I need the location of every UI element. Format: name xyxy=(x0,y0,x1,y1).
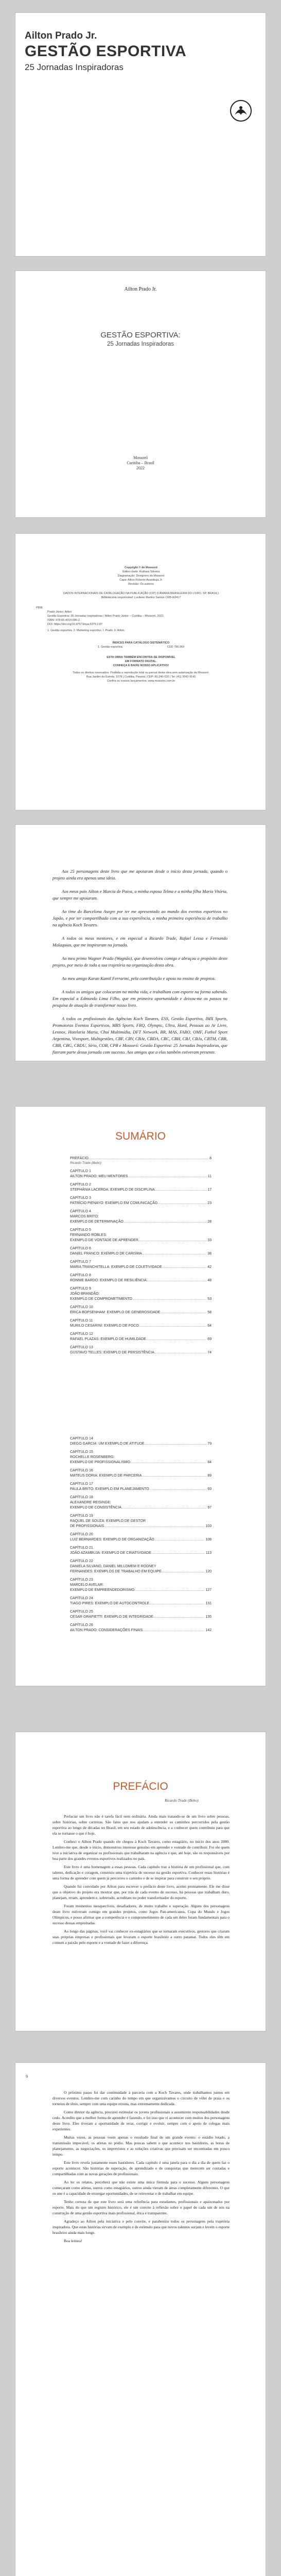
cip-line: DOI: https://doi.org/10.47573/aya.5379.2.87 xyxy=(47,623,103,626)
toc-entry-label: JOÃO BRANDÃO: xyxy=(70,1292,100,1296)
toc-entry[interactable] xyxy=(70,1569,212,1574)
toc-entry-label: EXEMPLO DE PROFISSIONALISMO xyxy=(70,1461,131,1464)
toc-entry[interactable] xyxy=(70,1623,212,1628)
dedication-paragraph: A todos os amigos que colocaram na minha vida, e trabalham com esporte na forma sabendo. Em especial a Edmundo Lima Filho, que em primeira oportunidade e deixou-me os passos na pesquisa de atuação de transformar nosso livro. xyxy=(52,989,227,1008)
toc-leader-dots xyxy=(134,1588,204,1592)
page-number: 9 xyxy=(26,2074,28,2079)
continuation-paragraph: Boa leitura! xyxy=(64,2239,82,2243)
toc-entry-label: RAQUEL DE SOUZA: EXEMPLO DE GESTOR xyxy=(70,1519,146,1523)
toc-leader-dots xyxy=(157,1201,206,1206)
toc-entry-page: 93 xyxy=(207,1487,212,1491)
toc-entry-label: CAPÍTULO 11 xyxy=(70,1319,93,1323)
toc-leader-dots xyxy=(154,1537,205,1542)
toc-entry-label: CAPÍTULO 12 xyxy=(70,1332,93,1336)
toc-entry[interactable] xyxy=(70,1345,212,1350)
cip-line: 1. Gestão esportiva. 2. Marketing esportivo. I. Prado Jr. Ailton. xyxy=(47,629,126,632)
toc-title: SUMÁRIO xyxy=(115,1130,166,1142)
toc-entry-page: 69 xyxy=(207,1337,212,1341)
toc-entry[interactable] xyxy=(70,1546,212,1550)
index-title: ÍNDICES PARA CATÁLOGO SISTEMÁTICO xyxy=(112,641,170,645)
toc-entry-label: DIEGO GARCIA: UM EXEMPLO DE ATITUDE xyxy=(70,1442,145,1446)
toc-entry-label: CAPÍTULO 20 xyxy=(70,1533,93,1536)
toc-entry[interactable] xyxy=(70,1228,212,1232)
copyright-page xyxy=(15,533,266,810)
toc-entry[interactable] xyxy=(70,1601,212,1606)
toc-leader-dots xyxy=(142,1473,206,1478)
toc-entry[interactable] xyxy=(70,1524,212,1529)
dedication-paragraph: Ao meu amigo Karan Kamil Ferrarini, pela contribuição e apoio no ensino de projetos. xyxy=(62,976,216,981)
preface-paragraph: Foram momentos inesquecíveis, desafiadores, de muito trabalho e superação. Alguns dos personagens deste livro estiveram comigo em grandes projetos, como Jogos Pan-americanos, Copa do Mundo e Jogos Olímpicos, e posso afirmar que a competência e o comprometimento de cada um deles foram fundamentais para o sucesso dessas empreitadas. xyxy=(52,1904,230,1925)
toc-entry[interactable] xyxy=(70,1578,212,1582)
toc-entry-label: CAPÍTULO 4 xyxy=(70,1210,91,1213)
toc-entry-page: 58 xyxy=(207,1311,212,1314)
toc-entry-page: 79 xyxy=(207,1442,212,1446)
half-title-page xyxy=(15,270,266,518)
dedication-paragraph: A todos os meus mentores, e em especial a Ricardo Trade, Rafael Lessa e Fernando Malaquias, que me inspiraram na jornada. xyxy=(52,936,227,947)
toc-entry-label: CAPÍTULO 21 xyxy=(70,1546,93,1550)
continuation-paragraph: Agradeço ao Ailton pela iniciativa e pelo convite, e parabenizo todos os personagens pela trajetória inspiradora. Que estas histórias sirvam de exemplo e de estímulo para que novos talentos surjam e levem o esporte brasileiro ainda mais longe. xyxy=(52,2219,230,2235)
toc-entry[interactable] xyxy=(70,1169,212,1174)
toc-entry[interactable] xyxy=(70,1450,212,1454)
toc-entry-label: PAULA BRITO: EXEMPLO EM PLANEJAMENTO xyxy=(70,1487,149,1491)
dedication-paragraph: A todos os profissionais das Agências Koch Tavares, ESS, Gestão Esportiva, IMX Sports, Promotoras Eventos Esportivos, MRS Sports, FRQ, Olympic, Ultra, Hard, Pessoas ao Ar Livre, Lennox, Hotelaria Maria, Chuí Multimídia, DFT Network, BR, MAS, FARO, OMF, Futbol Sport Argentina, Vivesport, Multigestões, CBF, CBV, CBAt, CBDA, CBC, CBH, CBJ, CBJu, CBTM, CBR, CBB, CBG, CBDU, Sírio, COB, CPB e Mossoró: Gestão Esportiva: 25 Jornadas Inspiradoras, que fizeram parte dessa jornada com sucesso. Aos amigos que a elas também estiveram presente. xyxy=(52,1016,227,1055)
cip-header xyxy=(36,591,246,600)
toc-entry-label: EXEMPLO DE EMPREENDEDORISMO xyxy=(70,1588,135,1592)
toc-entry-page: 23 xyxy=(207,1201,212,1205)
toc-leader-dots xyxy=(154,1350,206,1355)
toc-leader-dots xyxy=(155,1188,207,1192)
toc-entry-label: CAPÍTULO 24 xyxy=(70,1597,93,1600)
toc-entry-label: CAPÍTULO 14 xyxy=(70,1437,93,1440)
cover-title: GESTÃO ESPORTIVA xyxy=(25,43,187,60)
toc-entry-label: STEPHÂNIA LACERDA: EXEMPLO DE DISCIPLINA xyxy=(70,1188,155,1192)
toc-entry[interactable] xyxy=(70,1609,212,1614)
toc-entry-label: CAPÍTULO 10 xyxy=(70,1306,93,1309)
toc-entry[interactable] xyxy=(70,1350,212,1355)
digital-notice xyxy=(36,655,246,668)
toc-entry[interactable] xyxy=(70,1628,212,1633)
toc-entry[interactable] xyxy=(70,1265,212,1269)
digital-line: ESTA OBRA TAMBÉM ENCONTRA-SE DISPONÍVEL xyxy=(107,656,175,659)
toc-entry[interactable] xyxy=(70,1273,212,1278)
toc-entry[interactable] xyxy=(70,1564,212,1569)
toc-entry-label: CAPÍTULO 5 xyxy=(70,1228,91,1232)
toc-list-part1 xyxy=(70,1156,212,1359)
toc-leader-dots xyxy=(145,1442,207,1446)
toc-entry-label: TIAGO PIRES: EXEMPLO DE AUTOCONTROLE xyxy=(70,1602,149,1605)
toc-entry-label: MARIA TRANCHITELLA: EXEMPLO DE COLETIVIDADE xyxy=(70,1265,162,1269)
toc-entry-page: 42 xyxy=(207,1265,212,1269)
toc-entry[interactable] xyxy=(70,1297,212,1301)
cover-page xyxy=(15,12,266,257)
toc-entry[interactable] xyxy=(70,1436,212,1441)
publication-year: 2022 xyxy=(136,466,145,470)
toc-entry[interactable] xyxy=(70,1214,212,1219)
index-line: 1. Gestão esportiva. xyxy=(98,646,124,649)
toc-entry-page: 135 xyxy=(205,1615,212,1619)
toc-entry-label: CAPÍTULO 25 xyxy=(70,1610,93,1614)
toc-entry-label: AILTON PRADO: MEU MENTORES xyxy=(70,1175,128,1178)
toc-entry[interactable] xyxy=(70,1487,212,1492)
continuation-paragraph: Este livro revela justamente esses bastidores. Cada capítulo é uma janela para o dia a dia de quem faz o esporte acontecer. São histórias de superação, de aprendizado e de conquistas que merecem ser contadas e compartilhadas com as novas gerações de profissionais. xyxy=(52,2160,230,2176)
toc-leader-dots xyxy=(142,1251,206,1256)
cip-line: ISBN: 978-65-4014-086-2 xyxy=(47,619,80,622)
toc-entry[interactable] xyxy=(70,1209,212,1214)
toc-entry[interactable] xyxy=(70,1482,212,1486)
preface-page xyxy=(15,1732,266,2031)
publisher-block xyxy=(15,455,266,471)
toc-leader-dots xyxy=(160,1310,206,1315)
continuation-paragraph: Tenho certeza de que este livro será uma referência para estudantes, profissionais e apaixonados por esporte. Mais do que um registro histórico, ele é um convite à reflexão sobre o papel de cada um de nós na construção de uma gestão esportiva mais profissional, ética e transparente. xyxy=(52,2199,230,2215)
toc-entry-page: 8 xyxy=(209,1157,212,1160)
dedication-paragraph: Aos 25 personagens deste livro que me apoiaram desde o início desta jornada, quando o projeto ainda era apenas uma ideia. xyxy=(52,869,227,880)
toc-entry[interactable] xyxy=(70,1324,212,1328)
continuation-paragraph: O próximo passo foi dar continuidade à parceria com a Koch Tavares, onde trabalhamos juntos em diversos eventos. Lembro-me com carinho do tempo em que organizávamos o circuito de vôlei de praia e os torneios de tênis, sempre com uma equipe enxuta, mas extremamente dedicada. xyxy=(52,2090,230,2106)
toc-leader-dots xyxy=(132,1297,206,1301)
toc-entry-label: MARCOS BRITO: xyxy=(70,1215,99,1218)
cip-title: DADOS INTERNACIONAIS DE CATALOGAÇÃO NA PUBLICAÇÃO (CIP) (CÂMARA BRASILEIRA DO LIVRO, SP, BRASIL) xyxy=(63,592,219,595)
address-line: Rua Jardim da Estrela, 1078 | Curitiba, Paraná | CEP: 80.240-020 | Tel: (41) 3042-9141 xyxy=(86,675,196,679)
toc-entry[interactable] xyxy=(70,1337,212,1342)
cip-record xyxy=(36,606,252,633)
toc-leader-dots xyxy=(128,1174,206,1179)
toc-entry-page: 120 xyxy=(205,1570,212,1573)
toc-entry[interactable] xyxy=(70,1246,212,1251)
toc-entry-page: 11 xyxy=(207,1175,212,1178)
toc-leader-dots xyxy=(162,1569,205,1574)
toc-entry-page: 103 xyxy=(205,1524,212,1528)
digital-line: EM FORMATO DIGITAL. xyxy=(125,660,157,663)
toc-leader-dots xyxy=(153,1615,205,1619)
copyright-line: Copyright © de Mossoró xyxy=(125,566,157,569)
toc-entry-label: CAPÍTULO 19 xyxy=(70,1514,93,1518)
toc-entry[interactable] xyxy=(70,1318,212,1323)
dedication-page xyxy=(15,824,266,1061)
toc-leader-dots xyxy=(121,1505,206,1510)
cip-note: Bibliotecária responsável: Lucilene Martins Santos CRB-9/2417 xyxy=(101,596,181,599)
preface-paragraph: Quando fui convidado por Ailton para escrever o prefácio deste livro, aceitei prontamente. Ele me disse que o objetivo do projeto era mostrar que, por trás de cada evento de sucesso, há pessoas que trabalham duro, planejam, erram, aprendem e, sobretudo, acreditam no poder transformador do esporte. xyxy=(52,1884,230,1900)
index-code: CDD 796.069 xyxy=(167,646,184,649)
toc-entry[interactable] xyxy=(70,1505,212,1510)
credit-line: Revisão: Os autores xyxy=(128,583,154,586)
preface-continuation-page xyxy=(15,2062,266,2576)
half-title-title: GESTÃO ESPORTIVA: xyxy=(100,331,181,340)
cover-author: Ailton Prado Jr. xyxy=(25,30,97,41)
toc-entry-page: 53 xyxy=(207,1297,212,1301)
toc-entry-label: CAPÍTULO 8 xyxy=(70,1274,91,1277)
toc-entry[interactable] xyxy=(70,1596,212,1601)
toc-entry-page: 142 xyxy=(205,1629,212,1632)
toc-leader-dots xyxy=(143,1628,204,1633)
toc-entry[interactable] xyxy=(70,1615,212,1619)
preface-body xyxy=(52,1814,230,1948)
toc-entry-page: 84 xyxy=(207,1461,212,1464)
catalog-index xyxy=(36,641,246,649)
toc-entry-page: 64 xyxy=(207,1324,212,1328)
toc-entry[interactable] xyxy=(70,1473,212,1478)
toc-list-part2 xyxy=(70,1436,212,1636)
toc-entry-label: RAFAEL PLAZAS: EXEMPLO DE HUMILDADE xyxy=(70,1337,146,1341)
toc-entry[interactable] xyxy=(70,1495,212,1500)
toc-entry-page: 127 xyxy=(205,1588,212,1592)
preface-paragraph: Ao longo das páginas, você vai conhecer ex-estagiários que se tornaram executivos, gestores que criaram suas próprias empresas e profissionais que levaram o esporte brasileiro a outro patamar. Todos eles têm em comum a paixão pelo esporte e a vontade de fazer a diferença. xyxy=(52,1929,230,1945)
table-of-contents-page xyxy=(15,1106,266,1686)
toc-entry-page: 113 xyxy=(205,1551,212,1555)
toc-entry-label: CAPÍTULO 1 xyxy=(70,1170,91,1173)
toc-entry-label: CAPÍTULO 23 xyxy=(70,1578,93,1582)
toc-entry[interactable] xyxy=(70,1233,212,1238)
preface-paragraph: Este livro é uma homenagem a essas pessoas. Cada capítulo traz a história de um profissional que, com talento, dedicação e coragem, construiu uma trajetória de sucesso na gestão esportiva. Conhecer essas histórias é uma forma de aprender com quem já percorreu o caminho e de se inspirar para construir o seu próprio. xyxy=(52,1865,230,1880)
toc-entry-label: EXEMPLO DE VONTADE DE APRENDER xyxy=(70,1239,138,1242)
toc-entry-label: CAPÍTULO 26 xyxy=(70,1623,93,1627)
dedication-paragraph: Ao meu primo Wagner Prado (Wagnão), que desenvolveu comigo e abraçou o propósito deste projeto, por meio de toda a sua trajetória na organização desta obra. xyxy=(52,956,227,968)
toc-entry-label: CAPÍTULO 7 xyxy=(70,1260,91,1264)
publisher-logo-icon xyxy=(230,99,252,122)
credit-line: Capa: Ailton Roberto Azambuja Jr. xyxy=(119,579,163,582)
contact-line: Confira os nossos lançamentos: www.mossoro.com.br xyxy=(107,680,175,683)
toc-entry-page: 28 xyxy=(207,1220,212,1224)
toc-entry[interactable] xyxy=(70,1583,212,1587)
toc-entry-label: CAPÍTULO 18 xyxy=(70,1496,93,1499)
dedication-paragraph: Ao time do Barcelona Asegre por ter me apresentado ao mundo dos eventos esportivos no Japão, e por ter compartilhado com a sua experiência, a minha primeira experiência de trabalho na agência Koch Tavares. xyxy=(52,909,227,927)
cip-line: Gestão Esportiva: 25 Jornadas Inspiradoras / Ailton Prado Júnior – Curitiba – Mossoró, 2022. xyxy=(47,615,165,618)
toc-entry-label: PREFÁCIO xyxy=(70,1157,89,1160)
toc-entry[interactable] xyxy=(70,1332,212,1336)
toc-entry-label: CAPÍTULO 6 xyxy=(70,1247,91,1250)
toc-entry[interactable] xyxy=(70,1305,212,1310)
publisher-place: Curitiba – Brasil xyxy=(127,461,154,465)
toc-entry[interactable] xyxy=(70,1196,212,1200)
publisher-name: Mossoró xyxy=(133,455,148,460)
toc-leader-dots xyxy=(146,1337,206,1342)
toc-entry-label: ROCHELLE ROSENBERG: xyxy=(70,1455,115,1459)
toc-entry[interactable] xyxy=(70,1174,212,1179)
cover-subtitle: 25 Jornadas Inspiradoras xyxy=(25,62,124,72)
toc-entry-label: EXEMPLO DE COMPROMETIMENTO xyxy=(70,1297,132,1301)
toc-entry-page: 108 xyxy=(205,1538,212,1541)
toc-entry[interactable] xyxy=(70,1514,212,1518)
toc-entry[interactable] xyxy=(70,1532,212,1537)
toc-entry[interactable] xyxy=(70,1559,212,1564)
legal-notice: Todos os direitos reservados. Proibida a reprodução total ou parcial desta obra sem autorização da Mossoró. xyxy=(73,671,209,674)
toc-entry-page: 74 xyxy=(207,1351,212,1354)
toc-entry[interactable] xyxy=(70,1519,212,1523)
toc-leader-dots xyxy=(138,1238,206,1243)
toc-entry-page: 33 xyxy=(207,1239,212,1242)
toc-entry-label: MARCELO AVELAR: xyxy=(70,1583,104,1587)
preface-title: PREFÁCIO xyxy=(113,1781,168,1792)
toc-leader-dots xyxy=(151,1551,205,1555)
toc-entry[interactable] xyxy=(70,1251,212,1256)
credit-line: Editor-chefe: Ruthara Silveira xyxy=(122,570,160,573)
dedication-text xyxy=(52,868,227,1061)
continuation-paragraph: Ao ler os relatos, perceberá que não existe uma única fórmula para o sucesso. Alguns personagens começaram como atletas, outros como estagiários, outros ainda vieram de áreas completamente diferentes. O que os une é a capacidade de enxergar oportunidades, de se reinventar e de trabalhar em equipe. xyxy=(52,2180,230,2196)
copyright-credits xyxy=(36,566,246,586)
toc-entry[interactable] xyxy=(70,1156,212,1165)
toc-entry[interactable] xyxy=(70,1460,212,1465)
toc-leader-dots xyxy=(162,1265,206,1269)
digital-line: CONHEÇA E BAIXE NOSSO APLICATIVO! xyxy=(113,664,169,667)
toc-entry-label: CAPÍTULO 3 xyxy=(70,1196,91,1200)
half-title-subtitle: 25 Jornadas Inspiradoras xyxy=(107,341,174,347)
toc-entry-label: CAPÍTULO 9 xyxy=(70,1287,91,1291)
toc-entry-page: 97 xyxy=(207,1506,212,1510)
toc-entry-label: GUSTAVO TELLES: EXEMPLO DE PERSISTÊNCIA xyxy=(70,1351,154,1354)
toc-entry-page: 89 xyxy=(207,1474,212,1478)
toc-entry[interactable] xyxy=(70,1292,212,1296)
toc-leader-dots xyxy=(149,1601,204,1606)
toc-entry-label: ALEXANDRE REISINGE: xyxy=(70,1501,111,1504)
dedication-paragraph: Aos meus pais Ailton e Marcia de Paiva, a minha esposa Telma e a minha filha Maria Vitória, que sempre me apoiaram. xyxy=(52,889,227,901)
toc-entry-page: 131 xyxy=(205,1602,212,1605)
toc-entry-label: CAPÍTULO 17 xyxy=(70,1482,93,1486)
toc-entry-page: 48 xyxy=(207,1279,212,1282)
toc-entry[interactable] xyxy=(70,1182,212,1187)
toc-entry-page: 38 xyxy=(207,1252,212,1256)
toc-entry-label: RONNIE BARDO: EXEMPLO DE RESILIÊNCIA xyxy=(70,1279,147,1282)
toc-leader-dots xyxy=(124,1219,206,1224)
toc-entry-label: DANIELA SILVANO, DANIEL MILLOMEM E RODNEY xyxy=(70,1565,156,1568)
toc-entry-label: MATEUS DORIA: EXEMPLO DE PARCERIA xyxy=(70,1474,142,1478)
toc-entry-label: AILTON PRADO: CONSIDERAÇÕES FINAIS xyxy=(70,1629,143,1632)
preface-paragraph: Conheci o Ailton Prado quando ele chegou à Koch Tavares, como estagiário, no início dos anos 2000. Lembro-me que, desde o início, demonstrou interesse genuíno em aprender e vontade de contribuir. Foi ele quem teve a iniciativa de organizar os profissionais que trabalharam na agência e que, até hoje, são os responsáveis por boa parte dos grandes eventos esportivos realizados no país. xyxy=(52,1839,230,1861)
toc-entry-label: CAPÍTULO 15 xyxy=(70,1450,93,1454)
toc-entry-label: PATRÍCIO PIENAYO: EXEMPLO EM COMUNICAÇÃO xyxy=(70,1201,157,1205)
legal-block xyxy=(36,671,246,683)
toc-entry[interactable] xyxy=(70,1537,212,1542)
toc-entry[interactable] xyxy=(70,1201,212,1206)
continuation-body xyxy=(52,2090,230,2246)
toc-entry[interactable] xyxy=(70,1455,212,1460)
toc-entry-label: DE PROFISSIONAIS xyxy=(70,1524,104,1528)
toc-entry[interactable] xyxy=(70,1188,212,1192)
preface-paragraph: Prefaciar um livro não é tarefa fácil nem ordinária. Ainda mais tratando-se de um livro sobre pessoas, sobre histórias, sobre carreiras. São fatos que nos ajudam a entender os caminhos percorridos pela gestão esportiva ao longo de décadas no Brasil, em seu estado de adolescência, e a conhecer quem contribuiu para que ela se tornasse o que é hoje. xyxy=(52,1814,230,1836)
toc-entry-label: JOÃO AZAMBUJA: EXEMPLO DE CRIATIVIDADE xyxy=(70,1551,151,1555)
toc-entry-label: MURILO CESARINI: EXEMPLO DE FOCO xyxy=(70,1324,139,1328)
cip-line: Prado Júnior, Ailton xyxy=(47,611,72,614)
toc-entry[interactable] xyxy=(70,1551,212,1555)
toc-entry[interactable] xyxy=(70,1238,212,1243)
toc-entry-label: CAPÍTULO 2 xyxy=(70,1183,91,1187)
toc-entry-subtitle: Ricardo Trade (Bebo) xyxy=(70,1161,101,1165)
half-title-author: Ailton Prado Jr. xyxy=(124,286,157,292)
toc-entry-label: CAPÍTULO 16 xyxy=(70,1469,93,1472)
toc-leader-dots xyxy=(104,1524,204,1529)
toc-entry-label: FERNANDES: EXEMPLOS DE TRABALHO EM EQUIPE xyxy=(70,1570,162,1573)
toc-entry-label: CAPÍTULO 22 xyxy=(70,1560,93,1563)
toc-leader-dots xyxy=(89,1156,208,1161)
toc-entry-label: LUIZ BERNARDES: EXEMPLO DE ORGANIZAÇÃO xyxy=(70,1538,154,1541)
continuation-paragraph: Muitas vezes, as pessoas veem apenas o resultado final de um grande evento: o estádio lotado, a transmissão impecável, os atletas no pódio. Mas poucas sabem o que acontece nos bastidores, as horas de planejamento, as negociações, os imprevistos e as soluções criativas que precisam ser encontradas em pouco tempo. xyxy=(52,2135,230,2157)
toc-entry-label: DANIEL FRANCO: EXEMPLO DE CARISMA xyxy=(70,1252,142,1256)
credit-line: Diagramação: Designers da Mossoró xyxy=(117,574,165,578)
toc-leader-dots xyxy=(139,1324,206,1328)
toc-entry[interactable] xyxy=(70,1588,212,1592)
toc-entry-label: CESAR GRAFIETTI: EXEMPLO DE INTEGRIDADE xyxy=(70,1615,153,1619)
toc-entry[interactable] xyxy=(70,1260,212,1264)
toc-entry-label: FERNANDO ROBLES: xyxy=(70,1233,107,1237)
toc-entry[interactable] xyxy=(70,1286,212,1291)
preface-author: Ricardo Trade (Bebo) xyxy=(165,1798,199,1803)
toc-entry-label: EXEMPLO DE CONSISTÊNCIA xyxy=(70,1506,121,1510)
toc-entry-label: EXEMPLO DE DETERMINAÇÃO xyxy=(70,1220,124,1224)
toc-entry-label: CAPÍTULO 13 xyxy=(70,1346,93,1349)
continuation-paragraph: Como diretor da agência, procurei estimular os jovens profissionais a assumirem responsabilidades desde cedo. Acredito que a melhor forma de aprender é fazendo, e foi isso que vi acontecer com muitos dos personagens deste livro. Eles tiveram a oportunidade de errar, corrigir e evoluir, sempre com o apoio de colegas mais experientes. xyxy=(52,2110,230,2131)
toc-leader-dots xyxy=(149,1487,207,1492)
cip-line: P896 xyxy=(36,606,43,609)
toc-entry[interactable] xyxy=(70,1219,212,1224)
toc-entry-page: 17 xyxy=(207,1188,212,1192)
toc-entry[interactable] xyxy=(70,1310,212,1315)
toc-leader-dots xyxy=(147,1278,206,1283)
toc-entry[interactable] xyxy=(70,1278,212,1283)
toc-entry[interactable] xyxy=(70,1500,212,1505)
toc-leader-dots xyxy=(130,1460,206,1465)
toc-entry-label: ERICA BOPSENHAM: EXEMPLO DE GENEROSIDADE xyxy=(70,1311,161,1314)
toc-entry[interactable] xyxy=(70,1468,212,1473)
toc-entry[interactable] xyxy=(70,1442,212,1446)
